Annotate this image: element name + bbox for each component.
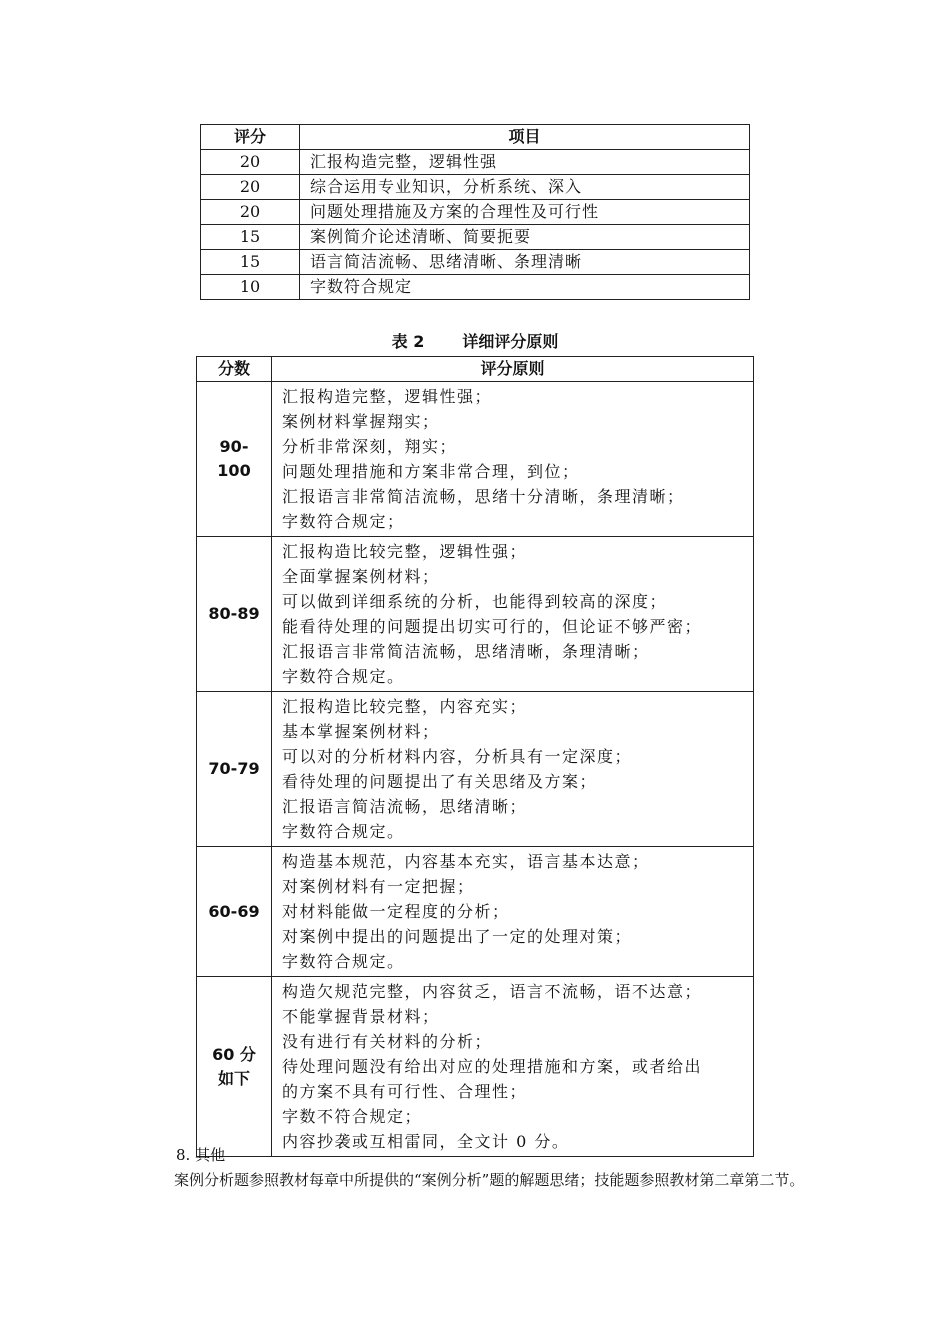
table-row xyxy=(201,275,750,300)
header-item: 项目 xyxy=(300,125,750,150)
criteria-line: 对案例材料有一定把握； xyxy=(282,877,475,896)
criteria-line: 能看待处理的问题提出切实可行的，但论证不够严密； xyxy=(282,617,703,636)
row-item: 问题处理措施及方案的合理性及可行性 xyxy=(300,200,750,225)
header-score: 评分 xyxy=(201,125,300,150)
section-heading: 8. 其他 xyxy=(176,1146,226,1164)
score-line: 60 分 xyxy=(212,1044,256,1064)
criteria-line: 字数符合规定。 xyxy=(282,822,405,841)
row-item: 案例简介论述清晰、简要扼要 xyxy=(300,225,750,250)
criteria-line: 构造基本规范，内容基本充实，语言基本达意； xyxy=(282,852,650,871)
row-score: 15 xyxy=(201,250,300,275)
table-row xyxy=(197,382,754,537)
criteria-line: 看待处理的问题提出了有关思绪及方案； xyxy=(282,772,598,791)
criteria-line: 字数不符合规定； xyxy=(282,1107,423,1126)
score-items-table xyxy=(200,124,750,300)
table-row xyxy=(201,200,750,225)
criteria-line: 汇报构造比较完整，逻辑性强； xyxy=(282,542,528,561)
table-row xyxy=(201,175,750,200)
row-score: 20 xyxy=(201,175,300,200)
row-item: 字数符合规定 xyxy=(300,275,750,300)
row-criteria xyxy=(272,847,754,977)
header-criteria: 评分原则 xyxy=(272,357,754,382)
table-header-row xyxy=(201,125,750,150)
criteria-line: 汇报语言简洁流畅，思绪清晰； xyxy=(282,797,528,816)
criteria-line: 汇报构造比较完整，内容充实； xyxy=(282,697,528,716)
criteria-line: 对案例中提出的问题提出了一定的处理对策； xyxy=(282,927,633,946)
row-item: 综合运用专业知识，分析系统、深入 xyxy=(300,175,750,200)
criteria-line: 不能掌握背景材料； xyxy=(282,1007,440,1026)
criteria-line: 全面掌握案例材料； xyxy=(282,567,440,586)
table2-caption-number: 表 2 xyxy=(391,332,425,351)
table-row xyxy=(197,537,754,692)
criteria-line: 的方案不具有可行性、合理性； xyxy=(282,1082,528,1101)
row-criteria xyxy=(272,692,754,847)
criteria-line: 构造欠规范完整，内容贫乏，语言不流畅，语不达意； xyxy=(282,982,703,1001)
row-criteria xyxy=(272,382,754,537)
criteria-line: 问题处理措施和方案非常合理，到位； xyxy=(282,462,580,481)
criteria-line: 汇报语言非常简洁流畅，思绪十分清晰，条理清晰； xyxy=(282,487,685,506)
grading-criteria-table xyxy=(196,356,754,1157)
criteria-line: 字数符合规定； xyxy=(282,512,405,531)
table-row xyxy=(197,692,754,847)
criteria-line: 汇报构造完整，逻辑性强； xyxy=(282,387,493,406)
section-paragraph: 案例分析题参照教材每章中所提供的“案例分析”题的解题思绪；技能题参照教材第二章第二节。 xyxy=(174,1171,805,1189)
row-score: 20 xyxy=(201,200,300,225)
table-row xyxy=(201,150,750,175)
score-line: 如下 xyxy=(217,1068,250,1088)
row-score xyxy=(197,977,272,1157)
table-row xyxy=(197,847,754,977)
criteria-line: 对材料能做一定程度的分析； xyxy=(282,902,510,921)
header-score: 分数 xyxy=(197,357,272,382)
table-header-row xyxy=(197,357,754,382)
row-criteria xyxy=(272,537,754,692)
criteria-line: 分析非常深刻，翔实； xyxy=(282,437,458,456)
row-score: 70-79 xyxy=(197,692,272,847)
row-score: 20 xyxy=(201,150,300,175)
criteria-line: 可以做到详细系统的分析，也能得到较高的深度； xyxy=(282,592,668,611)
criteria-line: 汇报语言非常简洁流畅，思绪清晰，条理清晰； xyxy=(282,642,650,661)
table-row xyxy=(197,977,754,1157)
criteria-line: 字数符合规定。 xyxy=(282,667,405,686)
criteria-line: 待处理问题没有给出对应的处理措施和方案，或者给出 xyxy=(282,1057,703,1076)
criteria-line: 内容抄袭或互相雷同，全文计 0 分。 xyxy=(282,1132,570,1151)
table-row xyxy=(201,250,750,275)
table2-caption xyxy=(196,331,754,353)
table-row xyxy=(201,225,750,250)
row-score: 80-89 xyxy=(197,537,272,692)
criteria-line: 可以对的分析材料内容，分析具有一定深度； xyxy=(282,747,633,766)
row-criteria xyxy=(272,977,754,1157)
criteria-line: 没有进行有关材料的分析； xyxy=(282,1032,493,1051)
row-score: 10 xyxy=(201,275,300,300)
table2-caption-title: 详细评分原则 xyxy=(462,332,559,351)
row-score: 90-100 xyxy=(197,382,272,537)
criteria-line: 基本掌握案例材料； xyxy=(282,722,440,741)
row-item: 汇报构造完整，逻辑性强 xyxy=(300,150,750,175)
row-item: 语言简洁流畅、思绪清晰、条理清晰 xyxy=(300,250,750,275)
criteria-line: 案例材料掌握翔实； xyxy=(282,412,440,431)
row-score: 15 xyxy=(201,225,300,250)
criteria-line: 字数符合规定。 xyxy=(282,952,405,971)
row-score: 60-69 xyxy=(197,847,272,977)
